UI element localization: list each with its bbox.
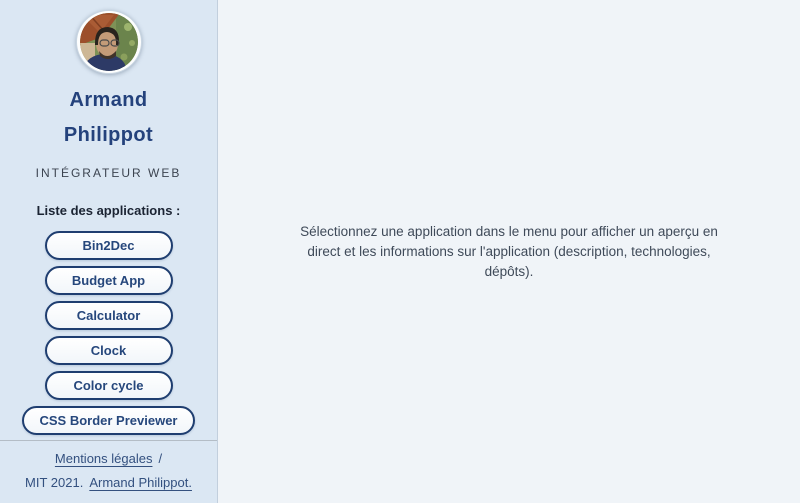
sidebar: [0, 0, 218, 503]
apps-list-heading: Liste des applications :: [36, 203, 181, 219]
main-panel: [218, 0, 800, 503]
footer-license-line: [25, 475, 192, 490]
app-button-css-border-previewer[interactable]: CSS Border Previewer: [22, 406, 194, 435]
app-button-budget-app[interactable]: Budget App: [45, 266, 173, 295]
avatar: [76, 10, 142, 74]
placeholder-message: Sélectionnez une application dans le menu pour afficher un aperçu en direct et les informations sur l'application (description, technologies, dépôts).: [300, 223, 718, 279]
sidebar-footer: [0, 440, 217, 503]
profile-name: [64, 83, 153, 153]
author-link[interactable]: Armand Philippot.: [89, 475, 192, 490]
profile-role: INTÉGRATEUR WEB: [35, 166, 182, 181]
license-text: MIT 2021.: [25, 475, 84, 490]
apps-list: [0, 231, 217, 440]
mentions-legales-link[interactable]: Mentions légales: [54, 451, 153, 466]
footer-separator: /: [158, 451, 163, 466]
footer-legal-line: [55, 451, 162, 466]
app-button-calculator[interactable]: Calculator: [45, 301, 173, 330]
profile-name-first: Armand: [69, 89, 148, 112]
avatar-portrait-icon: [80, 13, 138, 71]
app-button-clock[interactable]: Clock: [45, 336, 173, 365]
app-button-bin2dec[interactable]: Bin2Dec: [45, 231, 173, 260]
app-button-color-cycle[interactable]: Color cycle: [45, 371, 173, 400]
profile-name-last: Philippot: [63, 124, 154, 147]
